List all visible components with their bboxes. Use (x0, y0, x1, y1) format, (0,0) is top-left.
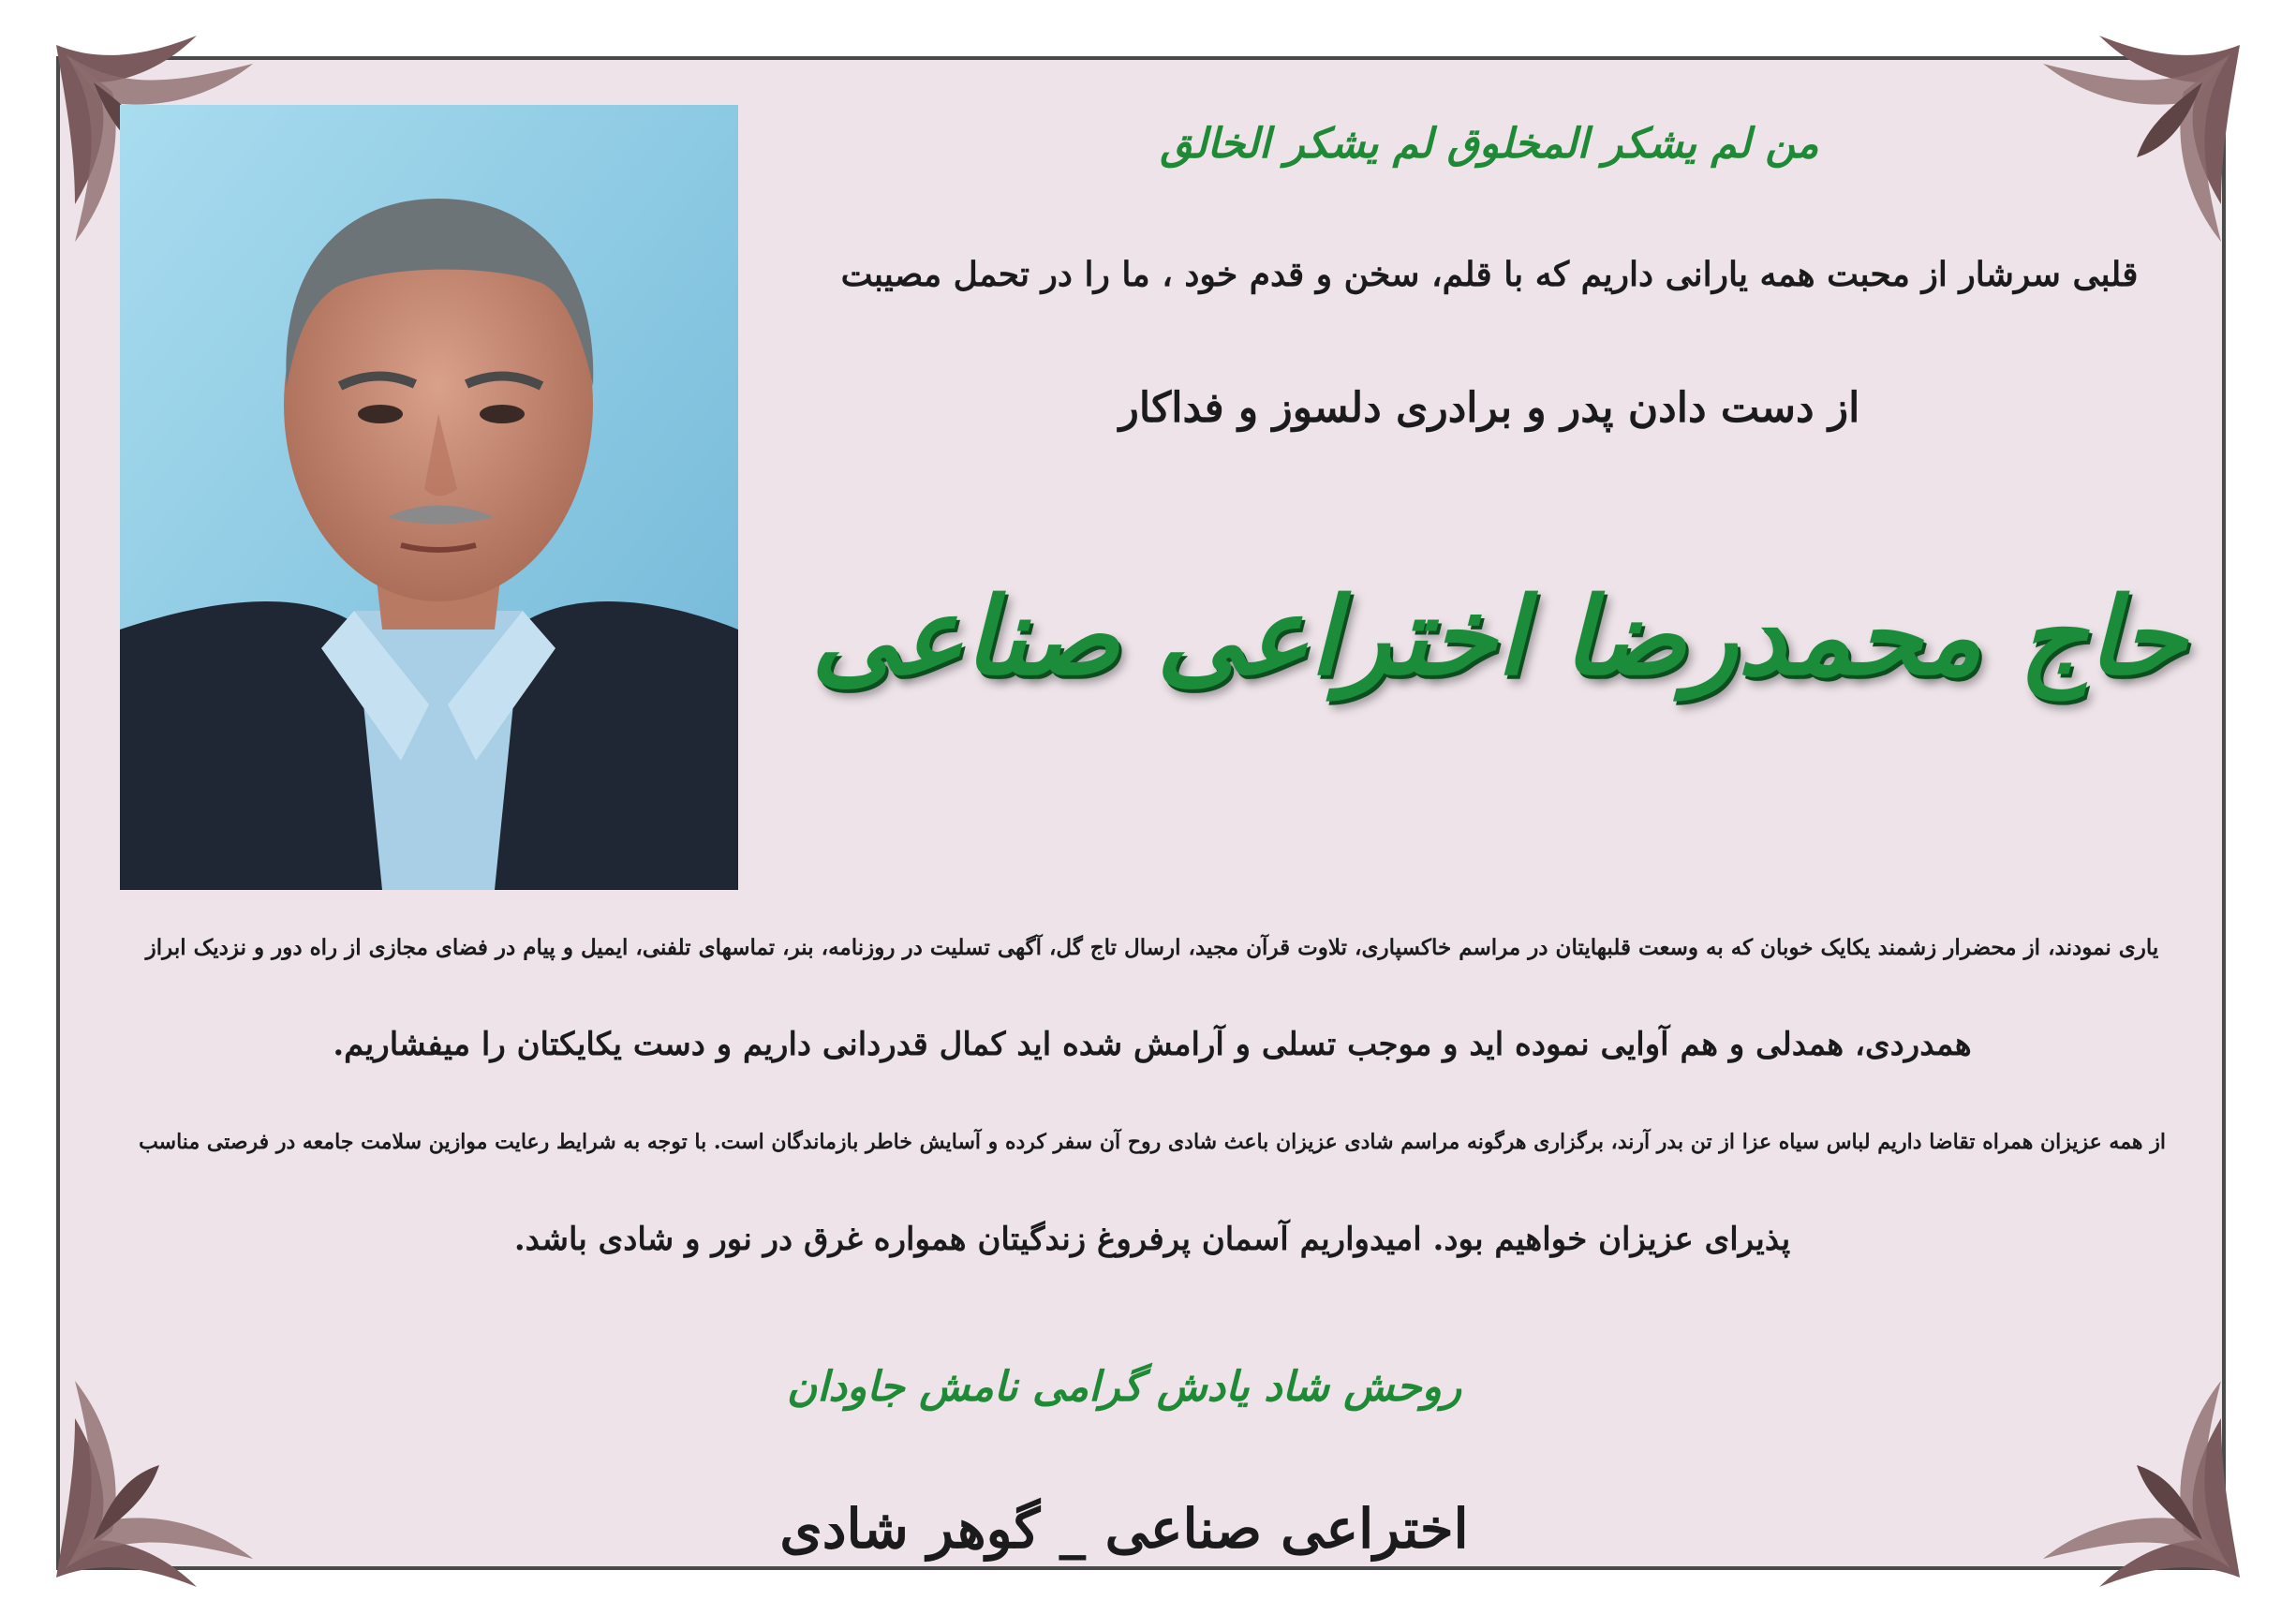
intro-line-1: قلبی سرشار از محبت همه یارانی داریم که با قلم، سخن و قدم خود ، ما را در تحمل مصیبت (840, 255, 2139, 294)
closing-line: روحش شاد یادش گرامی نامش جاودان (786, 1363, 1462, 1411)
corner-ornament-bottom-right (2015, 1353, 2259, 1596)
deceased-name: حاج محمدرضا اختراعی صناعی (811, 573, 2186, 699)
paragraph-2-line-1: از همه عزیزان همراه تقاضا داریم لباس سیاه عزا از تن بدر آرند، برگزاری هرگونه مراسم شادی عزیزان باعث شادی روح آن سفر کرده و آسایش خاطر بازماندگان است. با توجه به شرایط رعایت موازین سلامت جامعه در فرصتی مناسب (139, 1130, 2166, 1154)
quote-line: من لم یشکر المخلوق لم یشکر الخالق (1160, 120, 1819, 168)
family-signature: اختراعی صناعی _ گوهر شادی (779, 1497, 1469, 1561)
paragraph-1-line-2: همدردی، همدلی و هم آوایی نموده اید و موجب تسلی و آرامش شده اید کمال قدردانی داریم و دست یکایکتان را میفشاریم. (333, 1026, 1972, 1063)
paragraph-2-line-2: پذیرای عزیزان خواهیم بود. امیدواریم آسمان پرفروغ زندگیتان همواره غرق در نور و شادی باشد. (513, 1221, 1791, 1258)
paragraph-1-line-1: یاری نمودند، از محضرار زشمند یکایک خوبان که به وسعت قلبهایتان در مراسم خاکسپاری، تلاوت قرآن مجید، ارسال تاج گل، آگهی تسلیت در روزنامه، بنر، تماسهای تلفنی، ایمیل و پیام در فضای مجازی از راه دور و نزدیک ابراز (145, 935, 2159, 960)
corner-ornament-bottom-left (37, 1353, 281, 1596)
intro-line-2: از دست دادن پدر و برادری دلسوز و فداکار (1118, 384, 1860, 432)
portrait-photo (120, 105, 738, 890)
